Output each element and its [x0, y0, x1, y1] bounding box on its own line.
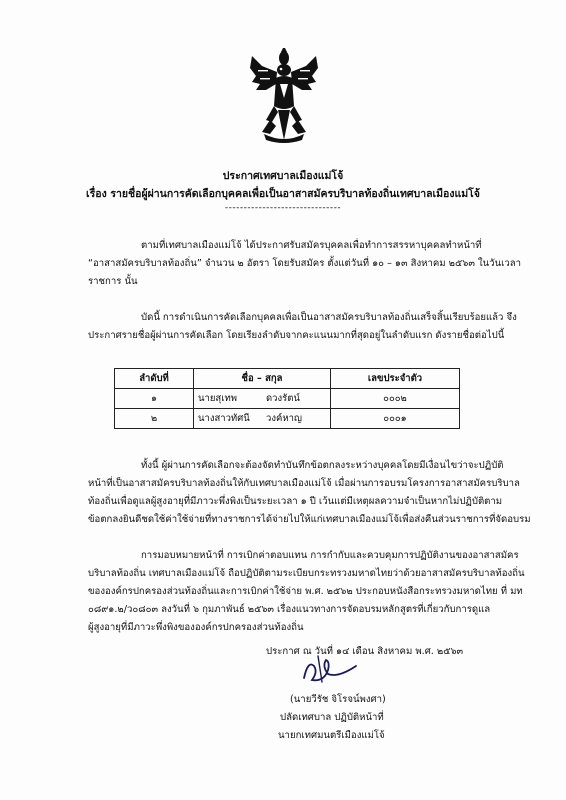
- announcement-date: ประกาศ ณ วันที่ ๑๔ เดือน สิงหาคม พ.ศ. ๒๕๖๓: [266, 646, 464, 657]
- para4-line-1: การมอบหมายหน้าที่ การเบิกค่าตอบแทน การกำกับและควบคุมการปฏิบัติงานของอาสาสมัคร: [141, 550, 519, 561]
- table-row: [115, 409, 460, 429]
- table-header-row: [115, 369, 460, 389]
- table-row: [115, 389, 460, 409]
- row-name: [194, 389, 331, 409]
- last-name: ดวงรัตน์: [266, 393, 300, 404]
- para2-line-2: ประกาศรายชื่อผู้ผ่านการคัดเลือก โดยเรียงลำดับจากคะแนนมากที่สุดอยู่ในลำดับแรก ดังรายชื่อต่อไปนี้: [88, 330, 505, 341]
- signature-icon: [298, 652, 360, 686]
- header-id: เลขประจำตัว: [331, 369, 460, 389]
- announcement-subject: เรื่อง รายชื่อผู้ผ่านการคัดเลือกบุคคลเพื่อเป็นอาสาสมัครบริบาลท้องถิ่นเทศบาลเมืองแม่โจ้: [86, 188, 480, 200]
- row-order: ๑: [115, 389, 194, 409]
- para4-line-2: บริบาลท้องถิ่น เทศบาลเมืองแม่โจ้ ถือปฏิบัติตามระเบียบกระทรวงมหาดไทยว่าด้วยอาสาสมัครบริบาลท้องถิ่น: [88, 568, 525, 579]
- row-order: ๒: [115, 409, 194, 429]
- para3-line-2: หน้าที่เป็นอาสาสมัครบริบาลท้องถิ่นให้กับเทศบาลเมืองแม่โจ้ เมื่อผ่านการอบรมโครงการอาสาสมัครบริบาล: [88, 478, 520, 489]
- row-id: ๐๐๐๒: [331, 389, 460, 409]
- para3-line-4: ข้อตกลงยินดีชดใช้ค่าใช้จ่ายที่ทางราชการได้จ่ายไปให้แก่เทศบาลเมืองแม่โจ้เพื่อส่งคืนส่วนราชการที่จัดอบรม: [88, 514, 531, 525]
- signer-position-1: ปลัดเทศบาล ปฏิบัติหน้าที่: [280, 712, 384, 723]
- signer-position-2: นายกเทศมนตรีเมืองแม่โจ้: [278, 730, 385, 741]
- signer-name: (นายวีรัช จิโรจน์พงศา): [290, 694, 386, 705]
- row-id: ๐๐๐๑: [331, 409, 460, 429]
- para1-line-2: “อาสาสมัครบริบาลท้องถิ่น” จำนวน ๒ อัตรา โดยรับสมัคร ตั้งแต่วันที่ ๑๐ – ๑๓ สิงหาคม ๒๕๖๓ ในวันเวลา: [88, 258, 522, 269]
- para3-line-1: ทั้งนี้ ผู้ผ่านการคัดเลือกจะต้องจัดทำบันทึกข้อตกลงระหว่างบุคคลโดยมีเงื่อนไขว่าจะปฏิบัติ: [141, 460, 504, 471]
- para2-line-1: บัดนี้ การดำเนินการคัดเลือกบุคคลเพื่อเป็นอาสาสมัครบริบาลท้องถิ่นเสร็จสิ้นเรียบร้อยแล้ว จึง: [141, 312, 517, 323]
- header-order: ลำดับที่: [115, 369, 194, 389]
- last-name: วงค์หาญ: [266, 413, 303, 424]
- divider-line: -------------------------------: [224, 203, 342, 213]
- para4-line-3: ขององค์กรปกครองส่วนท้องถิ่นและการเบิกค่าใช้จ่าย พ.ศ. ๒๕๖๒ ประกอบหนังสือกระทรวงมหาดไทย ที่ มท: [88, 586, 523, 597]
- para4-line-4: ๐๘๙๑.๒/ว๐๘๐๓ ลงวันที่ ๖ กุมภาพันธ์ ๒๕๖๓ เรื่องแนวทางการจัดอบรมหลักสูตรที่เกี่ยวกับการดูแล: [88, 604, 491, 615]
- first-name: นางสาวทัศนี: [198, 413, 250, 424]
- para1-line-1: ตามที่เทศบาลเมืองแม่โจ้ ได้ประกาศรับสมัครบุคคลเพื่อทำการสรรหาบุคคลทำหน้าที่: [141, 240, 482, 251]
- para1-line-3: ราชการ นั้น: [88, 276, 138, 287]
- header-name: ชื่อ – สกุล: [194, 369, 331, 389]
- para4-line-5: ผู้สูงอายุที่มีภาวะพึ่งพิงขององค์กรปกครองส่วนท้องถิ่น: [88, 622, 304, 633]
- first-name: นายสุเทพ: [198, 393, 237, 404]
- announcement-title: ประกาศเทศบาลเมืองแม่โจ้: [222, 170, 344, 182]
- para3-line-3: ท้องถิ่นเพื่อดูแลผู้สูงอายุที่มีภาวะพึ่งพิงเป็นระยะเวลา ๑ ปี เว้นแต่มีเหตุผลความจำเป็นหากไม่ปฏิบัติตาม: [88, 496, 503, 507]
- row-name: [194, 409, 331, 429]
- garuda-emblem-icon: [248, 48, 320, 146]
- selected-candidates-table: [114, 368, 460, 429]
